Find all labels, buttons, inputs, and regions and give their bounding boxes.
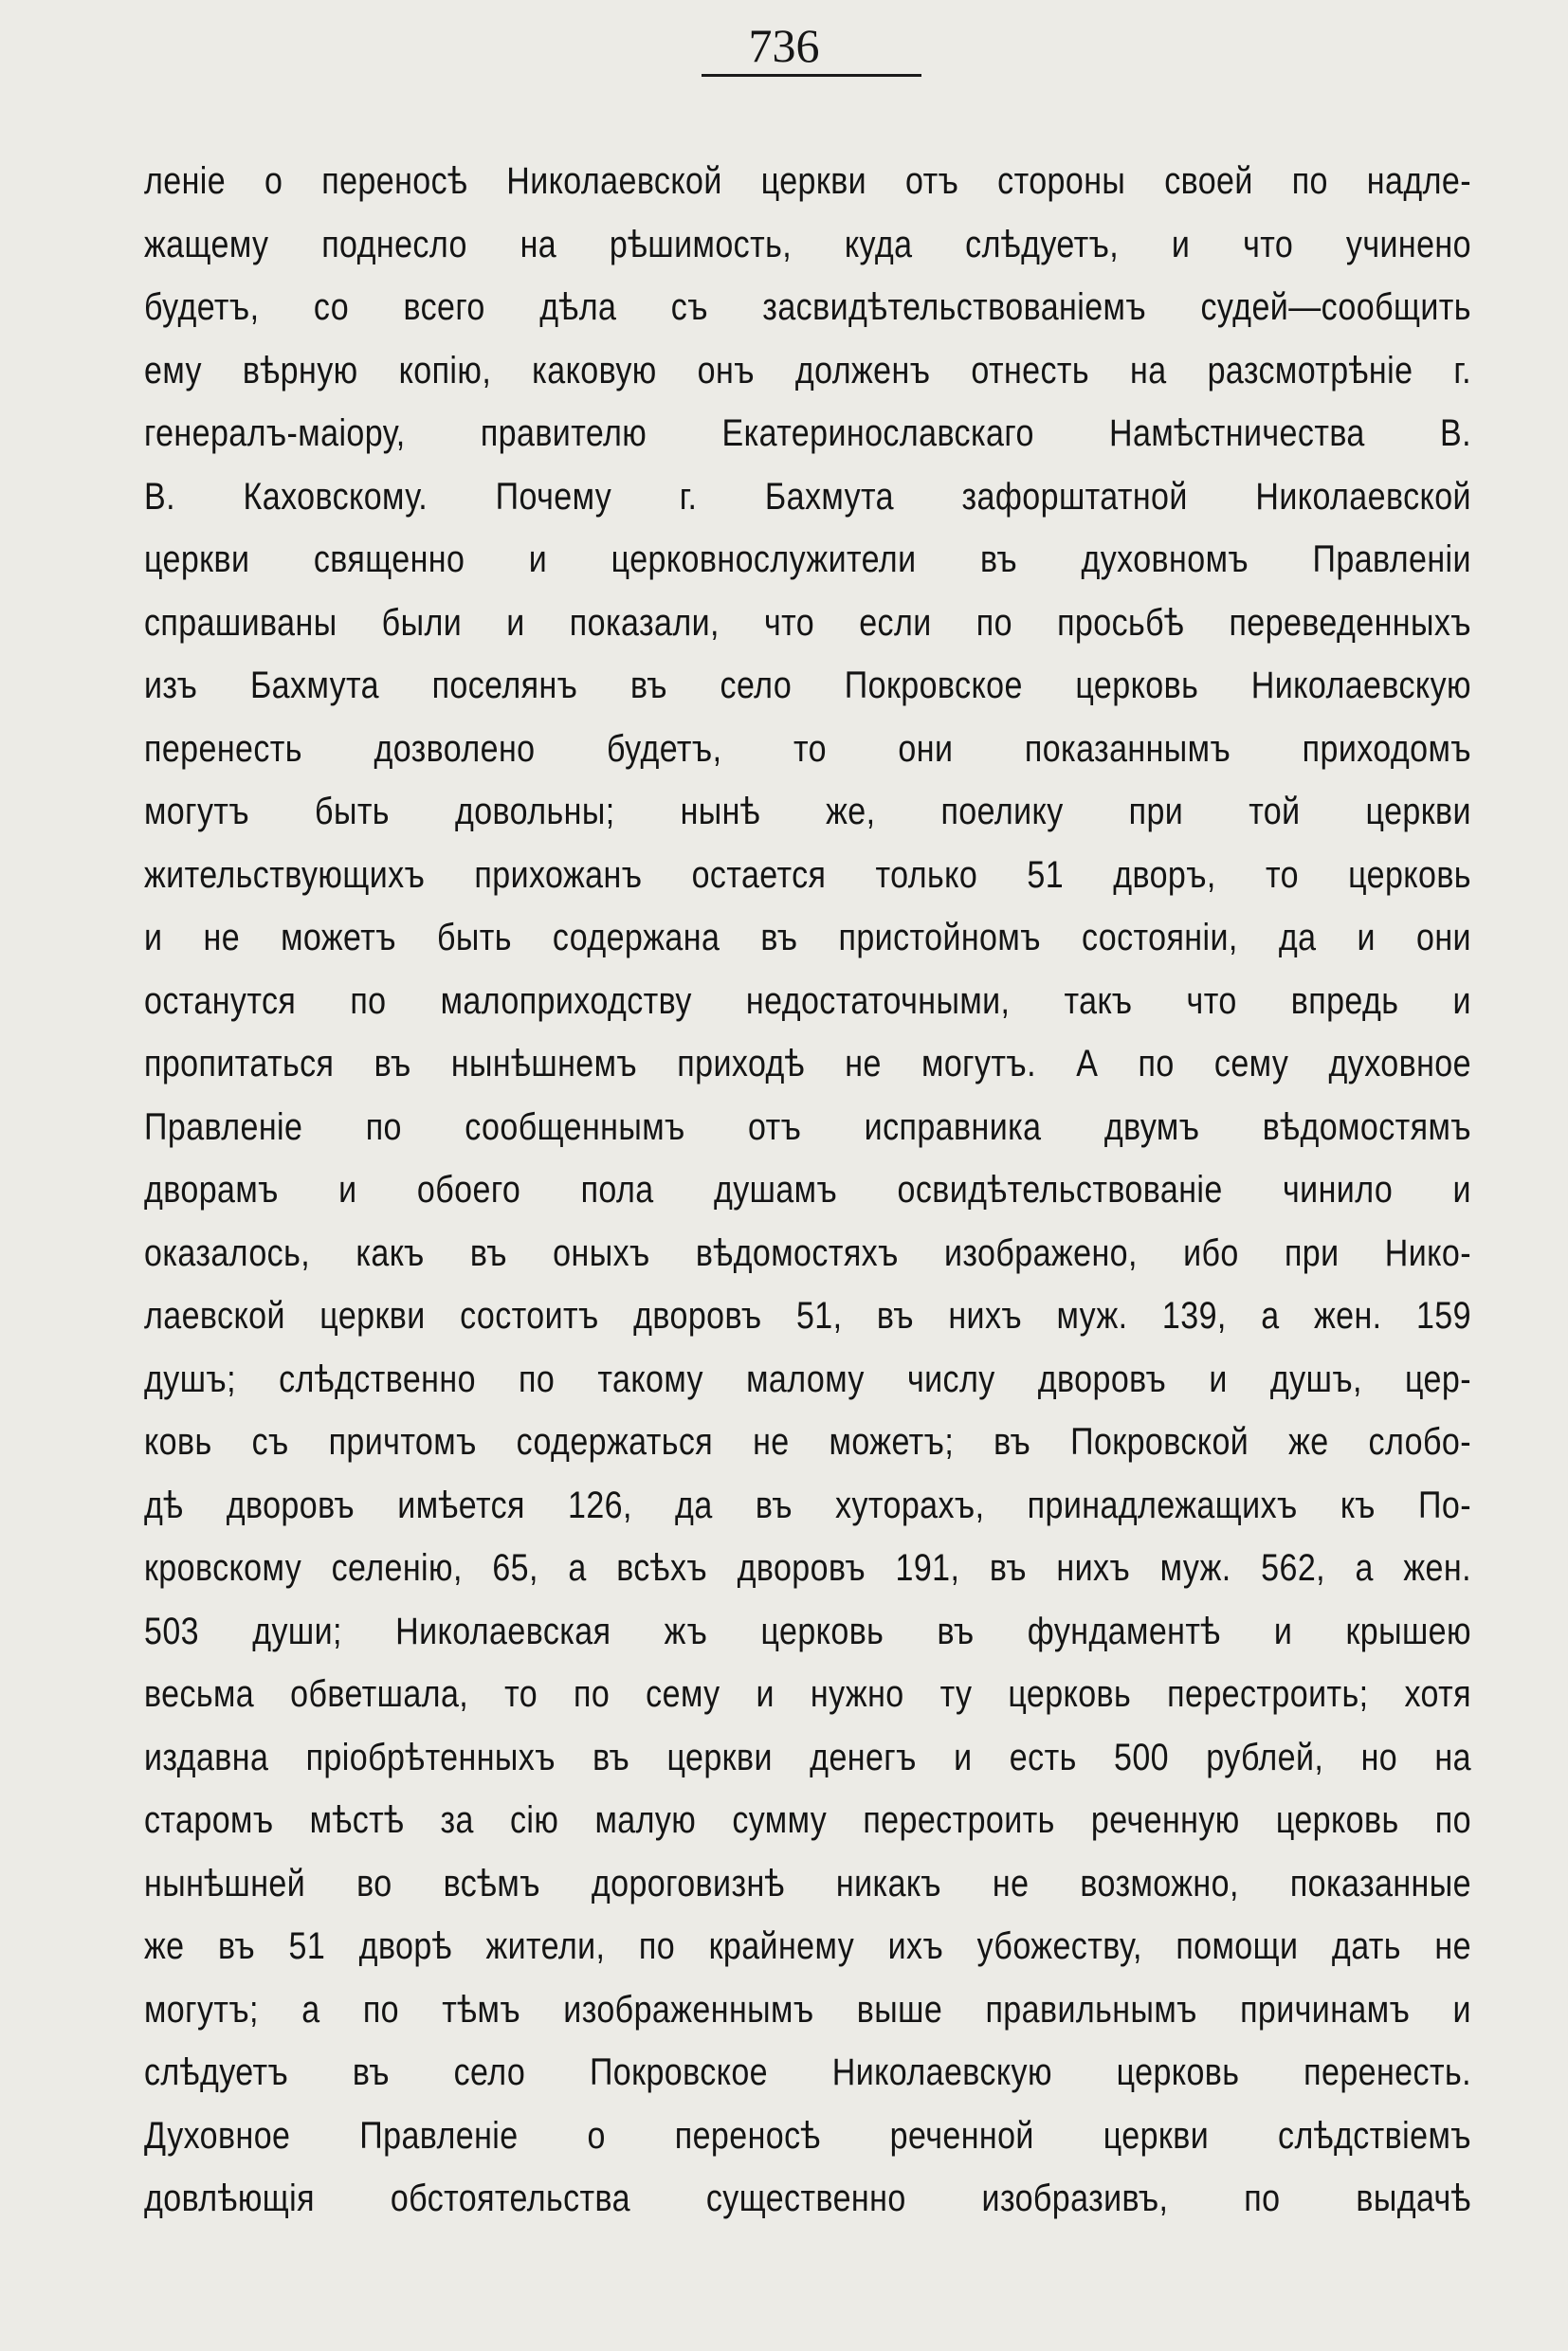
text-line: останутся по малоприходству недостаточными, такъ что впредь и — [144, 979, 1471, 1022]
text-line: нынѣшней во всѣмъ дороговизнѣ никакъ не возможно, показанные — [144, 1862, 1471, 1904]
text-line: Правленіе по сообщеннымъ отъ исправника двумъ вѣдомостямъ — [144, 1105, 1471, 1148]
text-line: и не можетъ быть содержана въ пристойномъ состояніи, да и они — [144, 917, 1471, 958]
text-line: В. Каховскому. Почему г. Бахмута зафорштатной Николаевской — [144, 475, 1471, 518]
text-line: слѣдуетъ въ село Покровское Николаевскую церковь перенесть. — [144, 2051, 1471, 2093]
page-number: 736 — [748, 19, 820, 72]
text-line: могутъ быть довольны; нынѣ же, поелику при той церкви — [144, 791, 1471, 832]
text-line: весьма обветшала, то по сему и нужно ту церковь перестроить; хотя — [144, 1673, 1471, 1715]
text-line: дѣ дворовъ имѣется 126, да въ хуторахъ, принадлежащихъ къ По- — [144, 1484, 1471, 1526]
text-line: душъ; слѣдственно по такому малому числу дворовъ и душъ, цер- — [144, 1358, 1471, 1400]
text-line: жительствующихъ прихожанъ остается только 51 дворъ, то церковь — [144, 853, 1471, 896]
text-line: издавна пріобрѣтенныхъ въ церкви денегъ и есть 500 рублей, но на — [144, 1736, 1471, 1778]
text-line: ковь съ причтомъ содержаться не можетъ; въ Покровской же слобо- — [144, 1421, 1471, 1463]
text-line: 503 души; Николаевская жъ церковь въ фундаментѣ и крышею — [144, 1610, 1471, 1652]
text-line: же въ 51 дворѣ жители, по крайнему ихъ убожеству, помощи дать не — [144, 1925, 1471, 1967]
text-line: оказалось, какъ въ оныхъ вѣдомостяхъ изображено, ибо при Нико- — [144, 1231, 1471, 1274]
text-line: дворамъ и обоего пола душамъ освидѣтельствованіе чинило и — [144, 1169, 1471, 1211]
text-line: могутъ; а по тѣмъ изображеннымъ выше правильнымъ причинамъ и — [144, 1988, 1471, 2031]
text-line: леніе о переносѣ Николаевской церкви отъ стороны своей по надле- — [144, 160, 1471, 202]
text-line: генералъ-маіору, правителю Екатеринославскаго Намѣстничества В. — [144, 412, 1471, 454]
text-line: спрашиваны были и показали, что если по просьбѣ переведенныхъ — [144, 601, 1471, 644]
text-line: лаевской церкви состоитъ дворовъ 51, въ нихъ муж. 139, а жен. 159 — [144, 1295, 1471, 1337]
text-line: церкви священно и церковнослужители въ духовномъ Правленіи — [144, 538, 1471, 580]
body-text — [144, 150, 1471, 2231]
text-line: перенесть дозволено будетъ, то они показаннымъ приходомъ — [144, 727, 1471, 770]
text-line: будетъ, со всего дѣла съ засвидѣтельствованіемъ судей—сообщить — [144, 286, 1471, 328]
text-line: пропитаться въ нынѣшнемъ приходѣ не могутъ. А по сему духовное — [144, 1043, 1471, 1084]
text-line: кровскому селенію, 65, а всѣхъ дворовъ 191, въ нихъ муж. 562, а жен. — [144, 1547, 1471, 1589]
text-line: ему вѣрную копію, каковую онъ долженъ отнесть на разсмотрѣніе г. — [144, 349, 1471, 392]
text-line: изъ Бахмута поселянъ въ село Покровское церковь Николаевскую — [144, 665, 1471, 706]
header-rule — [702, 74, 921, 77]
text-line: Духовное Правленіе о переносѣ реченной церкви слѣдствіемъ — [144, 2114, 1471, 2157]
text-line: довлѣющія обстоятельства существенно изобразивъ, по выдачѣ — [144, 2178, 1471, 2219]
text-line: старомъ мѣстѣ за сію малую сумму перестроить реченную церковь по — [144, 1799, 1471, 1841]
text-line: жащему поднесло на рѣшимость, куда слѣдуетъ, и что учинено — [144, 223, 1471, 265]
